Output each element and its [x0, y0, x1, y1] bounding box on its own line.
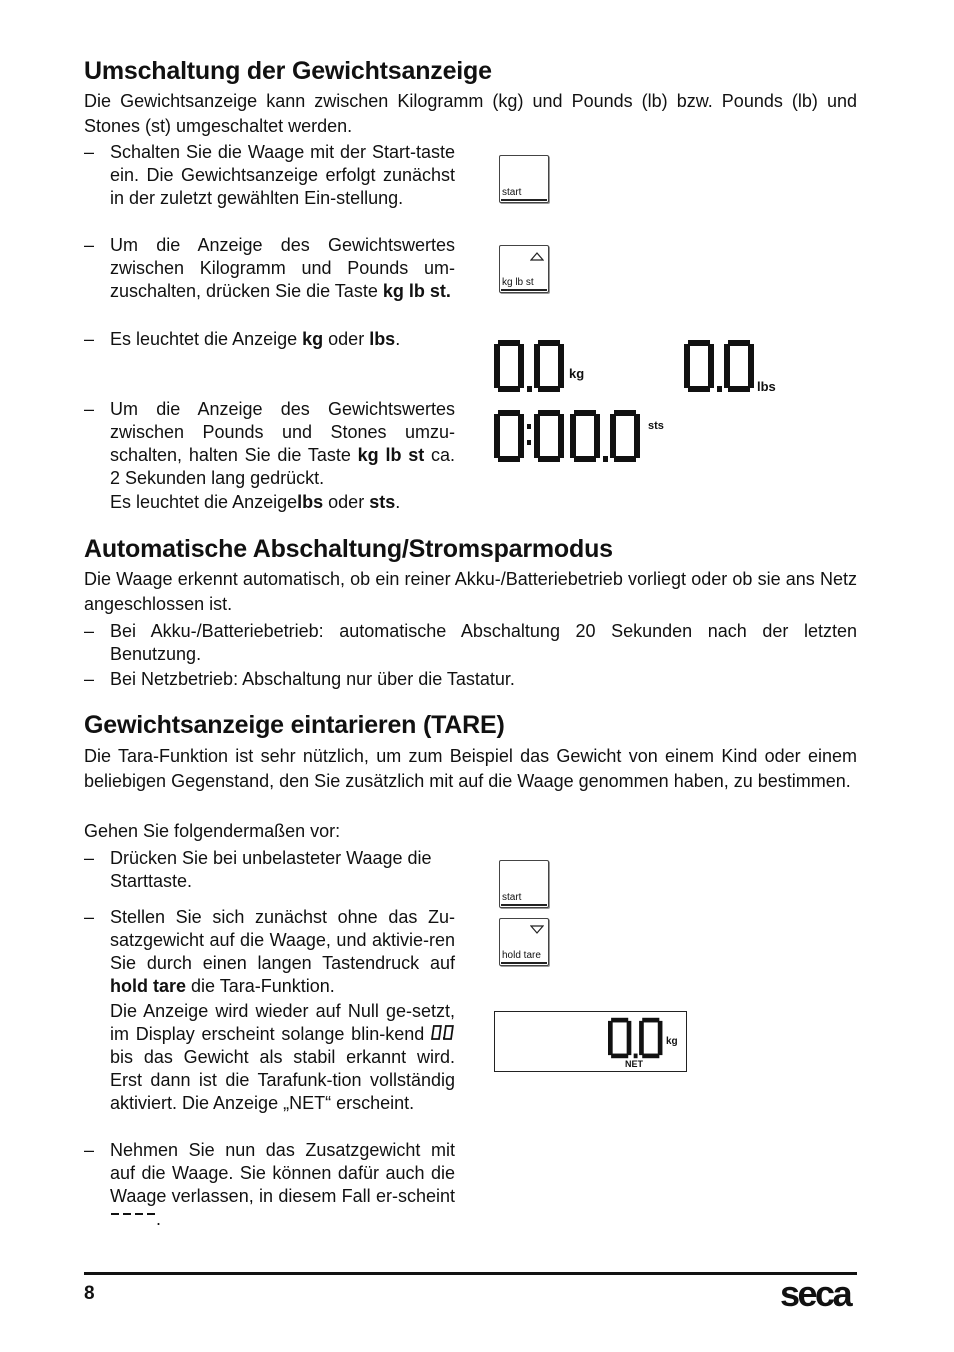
- display-sts-value: [494, 408, 646, 466]
- list-item-text: Es leuchtet die Anzeige kg oder lbs.: [110, 329, 401, 349]
- page-number: 8: [84, 1283, 95, 1304]
- section-title-weight-unit: Umschaltung der Gewichtsanzeige: [84, 57, 492, 85]
- display-lbs-unit: lbs: [757, 379, 776, 394]
- section-title-auto-off: Automatische Abschaltung/Stromsparmodus: [84, 535, 613, 563]
- inline-display-zero: [431, 1025, 455, 1041]
- section3-intro2: Gehen Sie folgendermaßen vor:: [84, 821, 341, 841]
- kg-lb-st-button-label: kg lb st: [502, 277, 534, 288]
- triangle-up-icon: [530, 252, 544, 261]
- display-kg-value: [494, 338, 566, 394]
- list-item-text: Schalten Sie die Waage mit der Start-taste ein. Die Gewichtsanzeige erfolgt zunächst in der zuletzt gewählten Ein-stellung.: [110, 142, 455, 208]
- display-lbs-value: [684, 338, 756, 394]
- net-display-unit: kg: [666, 1036, 678, 1047]
- seca-logo: seca: [780, 1273, 851, 1314]
- start-button-label: start: [502, 187, 522, 198]
- net-label: NET: [625, 1059, 643, 1069]
- start-button[interactable]: [499, 860, 549, 908]
- list-item-text: Bei Netzbetrieb: Abschaltung nur über die Tastatur.: [110, 669, 515, 689]
- section1-intro: Die Gewichtsanzeige kann zwischen Kilogramm (kg) und Pounds (lb) bzw. Pounds (lb) und Stones (st) umgeschaltet werden.: [84, 91, 857, 136]
- kg-lb-st-button[interactable]: [499, 245, 549, 293]
- list-item-text: Drücken Sie bei unbelasteter Waage die Starttaste.: [110, 848, 432, 891]
- section3-intro: Die Tara-Funktion ist sehr nützlich, um zum Beispiel das Gewicht von einem Kind oder einem beliebigen Gegenstand, den Sie zusätzlich mit auf die Waage genommen haben, zu bestimmen.: [84, 746, 857, 791]
- net-display-panel: [494, 1011, 687, 1072]
- section2-intro: Die Waage erkennt automatisch, ob ein reiner Akku-/Batteriebetrieb vorliegt oder ob sie ans Netz angeschlossen ist.: [84, 569, 857, 614]
- net-display-value: [608, 1016, 664, 1060]
- list-item-text: Bei Akku-/Batteriebetrieb: automatische Abschaltung 20 Sekunden nach der letzten Benutzung.: [110, 621, 857, 664]
- section-title-tare: Gewichtsanzeige eintarieren (TARE): [84, 711, 505, 739]
- hold-tare-button-label: hold tare: [502, 950, 541, 961]
- inline-display-dashes: [110, 1209, 156, 1221]
- list-item-text: Stellen Sie sich zunächst ohne das Zu-satzgewicht auf die Waage, und aktivie-ren Sie durch einen langen Tastendruck auf hold tare die Tara-Funktion.: [110, 907, 455, 996]
- start-button-label: start: [502, 892, 522, 903]
- footer-rule: [84, 1272, 857, 1275]
- list-item-text: Nehmen Sie nun das Zusatzgewicht mit auf die Waage. Sie können dafür auch die Waage verlassen, in diesem Fall er-scheint .: [110, 1140, 455, 1229]
- display-kg-unit: kg: [569, 366, 585, 381]
- triangle-down-icon: [530, 925, 544, 934]
- hold-tare-button[interactable]: [499, 918, 549, 966]
- list-item-text: Die Anzeige wird wieder auf Null ge-setzt, im Display erscheint solange blin-kend bis das Gewicht als stabil erkannt wird. Erst dann ist die Tarafunk-tion vollständig aktiviert. Die Anzeige „NET“ erscheint.: [110, 1001, 455, 1113]
- list-item-text: Um die Anzeige des Gewichtswertes zwischen Kilogramm und Pounds um-zuschalten, drücken Sie die Taste kg lb st.: [110, 235, 455, 301]
- display-sts-unit: sts: [648, 420, 664, 432]
- start-button[interactable]: [499, 155, 549, 203]
- list-item-text: Um die Anzeige des Gewichtswertes zwischen Pounds und Stones umzu-schalten, halten Sie die Taste kg lb st ca. 2 Sekunden lang gedrückt. Es leuchtet die Anzeigelbs oder sts.: [110, 399, 455, 512]
